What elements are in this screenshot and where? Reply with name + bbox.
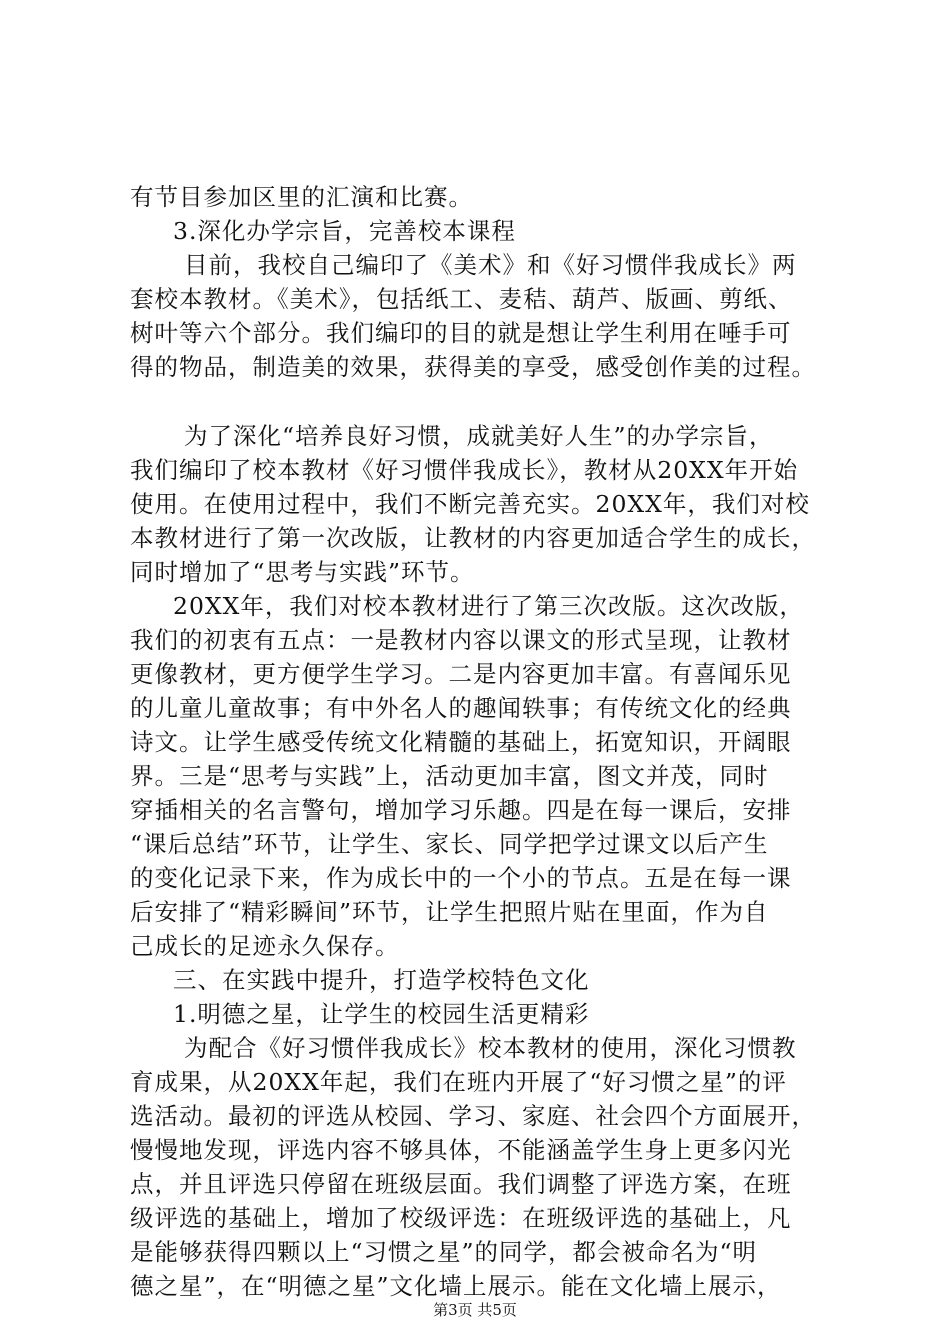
text-line: 己成长的足迹永久保存。 (130, 932, 400, 960)
text-line: 诗文。让学生感受传统文化精髓的基础上，拓宽知识，开阔眼 (130, 728, 792, 756)
text-line: “课后总结”环节，让学生、家长、同学把学过课文以后产生 (130, 830, 769, 858)
text-line: 使用。在使用过程中，我们不断完善充实。20XX年，我们对校 (130, 490, 810, 518)
text-line: 界。三是“思考与实践”上，活动更加丰富，图文并茂，同时 (130, 762, 769, 790)
page-number-footer: 第3页 共5页 (433, 1301, 517, 1319)
text-line: 为了深化“培养良好习惯，成就美好人生”的办学宗旨， (184, 422, 774, 450)
text-line: 更像教材，更方便学生学习。二是内容更加丰富。有喜闻乐见 (130, 660, 792, 688)
text-line: 我们编印了校本教材《好习惯伴我成长》，教材从20XX年开始 (130, 456, 799, 484)
subsection-heading: 1.明德之星，让学生的校园生活更精彩 (173, 1000, 590, 1028)
text-line: 选活动。最初的评选从校园、学习、家庭、社会四个方面展开， (130, 1102, 816, 1130)
text-line: 树叶等六个部分。我们编印的目的就是想让学生利用在唾手可 (130, 319, 792, 347)
text-line: 穿插相关的名言警句，增加学习乐趣。四是在每一课后，安排 (130, 796, 792, 824)
text-line: 有节目参加区里的汇演和比赛。 (130, 183, 473, 211)
text-line: 的儿童儿童故事；有中外名人的趣闻轶事；有传统文化的经典 (130, 694, 792, 722)
text-line: 育成果，从20XX年起，我们在班内开展了“好习惯之星”的评 (130, 1068, 787, 1096)
text-line: 20XX年，我们对校本教材进行了第三次改版。这次改版， (173, 592, 804, 620)
text-line: 目前，我校自己编印了《美术》和《好习惯伴我成长》两 (184, 251, 797, 279)
text-line: 点，并且评选只停留在班级层面。我们调整了评选方案，在班 (130, 1170, 792, 1198)
text-line: 得的物品，制造美的效果，获得美的享受，感受创作美的过程。 (130, 353, 816, 381)
text-line: 同时增加了“思考与实践”环节。 (130, 558, 475, 586)
section-heading: 3.深化办学宗旨，完善校本课程 (173, 217, 516, 245)
text-line: 套校本教材。《美术》，包括纸工、麦秸、葫芦、版画、剪纸、 (130, 285, 793, 313)
text-line: 慢慢地发现，评选内容不够具体，不能涵盖学生身上更多闪光 (130, 1136, 792, 1164)
text-line: 是能够获得四颗以上“习惯之星”的同学，都会被命名为“明 (130, 1238, 758, 1266)
text-line: 德之星”，在“明德之星”文化墙上展示。能在文化墙上展示， (130, 1272, 782, 1300)
text-line: 的变化记录下来，作为成长中的一个小的节点。五是在每一课 (130, 864, 792, 892)
text-line: 为配合《好习惯伴我成长》校本教材的使用，深化习惯教 (184, 1034, 797, 1062)
text-line: 我们的初衷有五点：一是教材内容以课文的形式呈现，让教材 (130, 626, 792, 654)
section-heading: 三、在实践中提升，打造学校特色文化 (173, 966, 590, 994)
text-line: 后安排了“精彩瞬间”环节，让学生把照片贴在里面，作为自 (130, 898, 769, 926)
text-line: 级评选的基础上，增加了校级评选：在班级评选的基础上，凡 (130, 1204, 792, 1232)
text-line: 本教材进行了第一次改版，让教材的内容更加适合学生的成长， (130, 524, 816, 552)
